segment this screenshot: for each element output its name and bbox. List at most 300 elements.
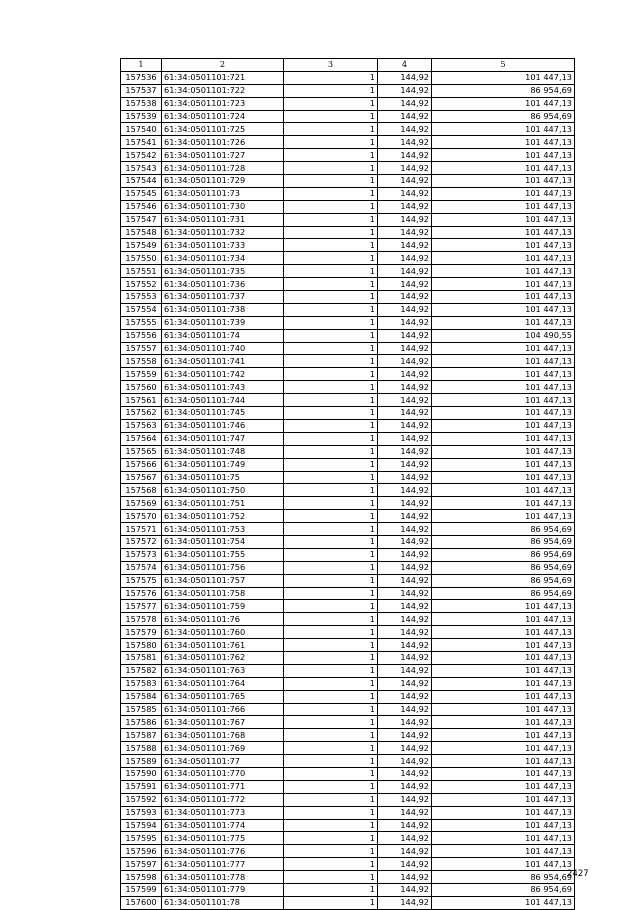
count-cell: 1 [284,639,378,652]
area-cell: 144,92 [378,716,432,729]
table-row [121,690,575,703]
row-number-cell: 157540 [121,123,162,136]
row-number-cell: 157568 [121,484,162,497]
value-cell: 101 447,13 [432,162,575,175]
row-number-cell: 157596 [121,845,162,858]
value-cell: 101 447,13 [432,858,575,871]
table-row [121,200,575,213]
area-cell: 144,92 [378,535,432,548]
value-cell: 101 447,13 [432,471,575,484]
table-row [121,600,575,613]
count-cell: 1 [284,677,378,690]
cadastral-number-cell: 61:34:0501101:759 [162,600,284,613]
row-number-cell: 157548 [121,226,162,239]
row-number-cell: 157582 [121,664,162,677]
row-number-cell: 157554 [121,303,162,316]
cadastral-number-cell: 61:34:0501101:734 [162,252,284,265]
count-cell: 1 [284,690,378,703]
count-cell: 1 [284,278,378,291]
area-cell: 144,92 [378,136,432,149]
row-number-cell: 157598 [121,871,162,884]
area-cell: 144,92 [378,226,432,239]
row-number-cell: 157569 [121,497,162,510]
area-cell: 144,92 [378,742,432,755]
value-cell: 101 447,13 [432,484,575,497]
count-cell: 1 [284,742,378,755]
table-row [121,394,575,407]
cadastral-number-cell: 61:34:0501101:779 [162,884,284,897]
count-cell: 1 [284,368,378,381]
area-cell: 144,92 [378,703,432,716]
cadastral-number-cell: 61:34:0501101:758 [162,587,284,600]
cadastral-number-cell: 61:34:0501101:769 [162,742,284,755]
cadastral-number-cell: 61:34:0501101:754 [162,535,284,548]
row-number-cell: 157558 [121,355,162,368]
row-number-cell: 157579 [121,626,162,639]
cadastral-number-cell: 61:34:0501101:753 [162,523,284,536]
count-cell: 1 [284,84,378,97]
value-cell: 101 447,13 [432,780,575,793]
row-number-cell: 157536 [121,71,162,84]
row-number-cell: 157592 [121,793,162,806]
table-row [121,780,575,793]
area-cell: 144,92 [378,175,432,188]
table-row [121,626,575,639]
area-cell: 144,92 [378,484,432,497]
value-cell: 101 447,13 [432,729,575,742]
row-number-cell: 157542 [121,149,162,162]
row-number-cell: 157599 [121,884,162,897]
value-cell: 101 447,13 [432,703,575,716]
value-cell: 101 447,13 [432,187,575,200]
row-number-cell: 157572 [121,535,162,548]
table-row [121,613,575,626]
count-cell: 1 [284,896,378,909]
count-cell: 1 [284,832,378,845]
cadastral-number-cell: 61:34:0501101:746 [162,419,284,432]
cadastral-number-cell: 61:34:0501101:77 [162,755,284,768]
row-number-cell: 157553 [121,291,162,304]
count-cell: 1 [284,187,378,200]
area-cell: 144,92 [378,381,432,394]
count-cell: 1 [284,213,378,226]
value-cell: 101 447,13 [432,226,575,239]
count-cell: 1 [284,845,378,858]
area-cell: 144,92 [378,896,432,909]
count-cell: 1 [284,458,378,471]
count-cell: 1 [284,239,378,252]
count-cell: 1 [284,871,378,884]
value-cell: 101 447,13 [432,600,575,613]
value-cell: 101 447,13 [432,291,575,304]
area-cell: 144,92 [378,548,432,561]
cadastral-number-cell: 61:34:0501101:741 [162,355,284,368]
value-cell: 101 447,13 [432,845,575,858]
count-cell: 1 [284,303,378,316]
row-number-cell: 157555 [121,316,162,329]
cadastral-number-cell: 61:34:0501101:773 [162,806,284,819]
count-cell: 1 [284,858,378,871]
count-cell: 1 [284,97,378,110]
area-cell: 144,92 [378,639,432,652]
table-row [121,716,575,729]
row-number-cell: 157580 [121,639,162,652]
area-cell: 144,92 [378,316,432,329]
table-row [121,432,575,445]
value-cell: 101 447,13 [432,419,575,432]
count-cell: 1 [284,162,378,175]
row-number-cell: 157560 [121,381,162,394]
table-row [121,71,575,84]
value-cell: 101 447,13 [432,510,575,523]
column-header-1: 1 [121,59,162,72]
cadastral-number-cell: 61:34:0501101:743 [162,381,284,394]
row-number-cell: 157595 [121,832,162,845]
table-row [121,832,575,845]
cadastral-number-cell: 61:34:0501101:737 [162,291,284,304]
area-cell: 144,92 [378,884,432,897]
table-row [121,458,575,471]
area-cell: 144,92 [378,200,432,213]
count-cell: 1 [284,484,378,497]
table-row [121,755,575,768]
area-cell: 144,92 [378,561,432,574]
value-cell: 101 447,13 [432,742,575,755]
count-cell: 1 [284,445,378,458]
table-row [121,136,575,149]
count-cell: 1 [284,523,378,536]
row-number-cell: 157556 [121,329,162,342]
count-cell: 1 [284,291,378,304]
table-row [121,884,575,897]
table-row [121,471,575,484]
area-cell: 144,92 [378,84,432,97]
table-row [121,729,575,742]
cadastral-number-cell: 61:34:0501101:775 [162,832,284,845]
table-row [121,97,575,110]
value-cell: 101 447,13 [432,149,575,162]
area-cell: 144,92 [378,613,432,626]
area-cell: 144,92 [378,342,432,355]
value-cell: 101 447,13 [432,213,575,226]
cadastral-number-cell: 61:34:0501101:776 [162,845,284,858]
value-cell: 101 447,13 [432,806,575,819]
area-cell: 144,92 [378,497,432,510]
row-number-cell: 157551 [121,265,162,278]
value-cell: 101 447,13 [432,677,575,690]
table-row [121,561,575,574]
value-cell: 101 447,13 [432,394,575,407]
table-row [121,806,575,819]
value-cell: 101 447,13 [432,432,575,445]
row-number-cell: 157588 [121,742,162,755]
table-row [121,484,575,497]
row-number-cell: 157597 [121,858,162,871]
count-cell: 1 [284,510,378,523]
row-number-cell: 157594 [121,819,162,832]
row-number-cell: 157565 [121,445,162,458]
table-row [121,651,575,664]
row-number-cell: 157564 [121,432,162,445]
table-row [121,767,575,780]
cadastral-number-cell: 61:34:0501101:733 [162,239,284,252]
row-number-cell: 157561 [121,394,162,407]
area-cell: 144,92 [378,445,432,458]
row-number-cell: 157566 [121,458,162,471]
table-row [121,793,575,806]
cadastral-number-cell: 61:34:0501101:765 [162,690,284,703]
cadastral-number-cell: 61:34:0501101:722 [162,84,284,97]
table-row [121,587,575,600]
count-cell: 1 [284,703,378,716]
area-cell: 144,92 [378,265,432,278]
cadastral-number-cell: 61:34:0501101:752 [162,510,284,523]
value-cell: 101 447,13 [432,896,575,909]
cadastral-number-cell: 61:34:0501101:768 [162,729,284,742]
value-cell: 101 447,13 [432,239,575,252]
table-header [121,59,575,72]
area-cell: 144,92 [378,419,432,432]
cadastral-number-cell: 61:34:0501101:751 [162,497,284,510]
area-cell: 144,92 [378,793,432,806]
area-cell: 144,92 [378,329,432,342]
count-cell: 1 [284,600,378,613]
value-cell: 86 954,69 [432,84,575,97]
cadastral-number-cell: 61:34:0501101:731 [162,213,284,226]
row-number-cell: 157591 [121,780,162,793]
value-cell: 101 447,13 [432,368,575,381]
value-cell: 101 447,13 [432,355,575,368]
cadastral-number-cell: 61:34:0501101:735 [162,265,284,278]
value-cell: 101 447,13 [432,278,575,291]
value-cell: 101 447,13 [432,458,575,471]
row-number-cell: 157570 [121,510,162,523]
row-number-cell: 157544 [121,175,162,188]
row-number-cell: 157585 [121,703,162,716]
cadastral-number-cell: 61:34:0501101:749 [162,458,284,471]
table-row [121,84,575,97]
area-cell: 144,92 [378,278,432,291]
value-cell: 101 447,13 [432,342,575,355]
page-number: 2427 [567,869,589,879]
count-cell: 1 [284,716,378,729]
row-number-cell: 157550 [121,252,162,265]
cadastral-number-cell: 61:34:0501101:76 [162,613,284,626]
row-number-cell: 157545 [121,187,162,200]
cadastral-number-cell: 61:34:0501101:766 [162,703,284,716]
table-row [121,742,575,755]
row-number-cell: 157583 [121,677,162,690]
table-row [121,329,575,342]
count-cell: 1 [284,651,378,664]
table-row [121,149,575,162]
value-cell: 86 954,69 [432,871,575,884]
table-row [121,523,575,536]
value-cell: 101 447,13 [432,71,575,84]
cadastral-number-cell: 61:34:0501101:736 [162,278,284,291]
count-cell: 1 [284,123,378,136]
cadastral-number-cell: 61:34:0501101:774 [162,819,284,832]
table-row [121,278,575,291]
count-cell: 1 [284,226,378,239]
table-row [121,845,575,858]
count-cell: 1 [284,149,378,162]
table-row [121,896,575,909]
area-cell: 144,92 [378,71,432,84]
area-cell: 144,92 [378,755,432,768]
cadastral-number-cell: 61:34:0501101:778 [162,871,284,884]
row-number-cell: 157577 [121,600,162,613]
table-row [121,858,575,871]
value-cell: 86 954,69 [432,548,575,561]
cadastral-number-cell: 61:34:0501101:756 [162,561,284,574]
value-cell: 101 447,13 [432,832,575,845]
table-row [121,419,575,432]
count-cell: 1 [284,252,378,265]
table-body [121,71,575,909]
table-row [121,548,575,561]
count-cell: 1 [284,71,378,84]
table-row [121,407,575,420]
row-number-cell: 157557 [121,342,162,355]
value-cell: 101 447,13 [432,639,575,652]
value-cell: 86 954,69 [432,535,575,548]
area-cell: 144,92 [378,123,432,136]
cadastral-number-cell: 61:34:0501101:729 [162,175,284,188]
cadastral-number-cell: 61:34:0501101:725 [162,123,284,136]
row-number-cell: 157562 [121,407,162,420]
cadastral-number-cell: 61:34:0501101:744 [162,394,284,407]
value-cell: 86 954,69 [432,523,575,536]
row-number-cell: 157559 [121,368,162,381]
value-cell: 101 447,13 [432,123,575,136]
area-cell: 144,92 [378,213,432,226]
count-cell: 1 [284,664,378,677]
area-cell: 144,92 [378,407,432,420]
area-cell: 144,92 [378,871,432,884]
cadastral-number-cell: 61:34:0501101:723 [162,97,284,110]
table-row [121,213,575,226]
column-header-2: 2 [162,59,284,72]
row-number-cell: 157586 [121,716,162,729]
value-cell: 101 447,13 [432,767,575,780]
cadastral-number-cell: 61:34:0501101:724 [162,110,284,123]
row-number-cell: 157546 [121,200,162,213]
row-number-cell: 157587 [121,729,162,742]
count-cell: 1 [284,767,378,780]
row-number-cell: 157600 [121,896,162,909]
value-cell: 101 447,13 [432,175,575,188]
area-cell: 144,92 [378,458,432,471]
area-cell: 144,92 [378,368,432,381]
count-cell: 1 [284,561,378,574]
table-row [121,497,575,510]
row-number-cell: 157552 [121,278,162,291]
cadastral-number-cell: 61:34:0501101:750 [162,484,284,497]
table-row [121,291,575,304]
cadastral-number-cell: 61:34:0501101:74 [162,329,284,342]
table-row [121,574,575,587]
cadastral-number-cell: 61:34:0501101:771 [162,780,284,793]
value-cell: 101 447,13 [432,303,575,316]
table-row [121,123,575,136]
row-number-cell: 157576 [121,587,162,600]
row-number-cell: 157581 [121,651,162,664]
cadastral-number-cell: 61:34:0501101:726 [162,136,284,149]
cadastral-number-cell: 61:34:0501101:761 [162,639,284,652]
cadastral-number-cell: 61:34:0501101:75 [162,471,284,484]
value-cell: 101 447,13 [432,755,575,768]
cadastral-number-cell: 61:34:0501101:727 [162,149,284,162]
cadastral-number-cell: 61:34:0501101:777 [162,858,284,871]
area-cell: 144,92 [378,187,432,200]
cadastral-number-cell: 61:34:0501101:745 [162,407,284,420]
row-number-cell: 157590 [121,767,162,780]
area-cell: 144,92 [378,832,432,845]
row-number-cell: 157578 [121,613,162,626]
value-cell: 101 447,13 [432,651,575,664]
cadastral-number-cell: 61:34:0501101:747 [162,432,284,445]
value-cell: 101 447,13 [432,136,575,149]
row-number-cell: 157538 [121,97,162,110]
value-cell: 86 954,69 [432,574,575,587]
area-cell: 144,92 [378,97,432,110]
value-cell: 101 447,13 [432,613,575,626]
table-row [121,175,575,188]
value-cell: 101 447,13 [432,265,575,278]
area-cell: 144,92 [378,664,432,677]
row-number-cell: 157567 [121,471,162,484]
table-row [121,187,575,200]
count-cell: 1 [284,342,378,355]
area-cell: 144,92 [378,110,432,123]
area-cell: 144,92 [378,729,432,742]
value-cell: 101 447,13 [432,716,575,729]
count-cell: 1 [284,884,378,897]
value-cell: 101 447,13 [432,381,575,394]
area-cell: 144,92 [378,651,432,664]
count-cell: 1 [284,793,378,806]
area-cell: 144,92 [378,690,432,703]
area-cell: 144,92 [378,239,432,252]
value-cell: 86 954,69 [432,110,575,123]
count-cell: 1 [284,316,378,329]
area-cell: 144,92 [378,574,432,587]
count-cell: 1 [284,587,378,600]
table-row [121,368,575,381]
value-cell: 101 447,13 [432,497,575,510]
count-cell: 1 [284,626,378,639]
table-row [121,342,575,355]
cadastral-number-cell: 61:34:0501101:760 [162,626,284,639]
area-cell: 144,92 [378,471,432,484]
value-cell: 101 447,13 [432,252,575,265]
cadastral-number-cell: 61:34:0501101:763 [162,664,284,677]
count-cell: 1 [284,265,378,278]
row-number-cell: 157575 [121,574,162,587]
cadastral-number-cell: 61:34:0501101:740 [162,342,284,355]
count-cell: 1 [284,806,378,819]
value-cell: 101 447,13 [432,316,575,329]
cadastral-number-cell: 61:34:0501101:748 [162,445,284,458]
area-cell: 144,92 [378,303,432,316]
row-number-cell: 157573 [121,548,162,561]
count-cell: 1 [284,381,378,394]
count-cell: 1 [284,355,378,368]
cadastral-number-cell: 61:34:0501101:764 [162,677,284,690]
area-cell: 144,92 [378,858,432,871]
area-cell: 144,92 [378,626,432,639]
